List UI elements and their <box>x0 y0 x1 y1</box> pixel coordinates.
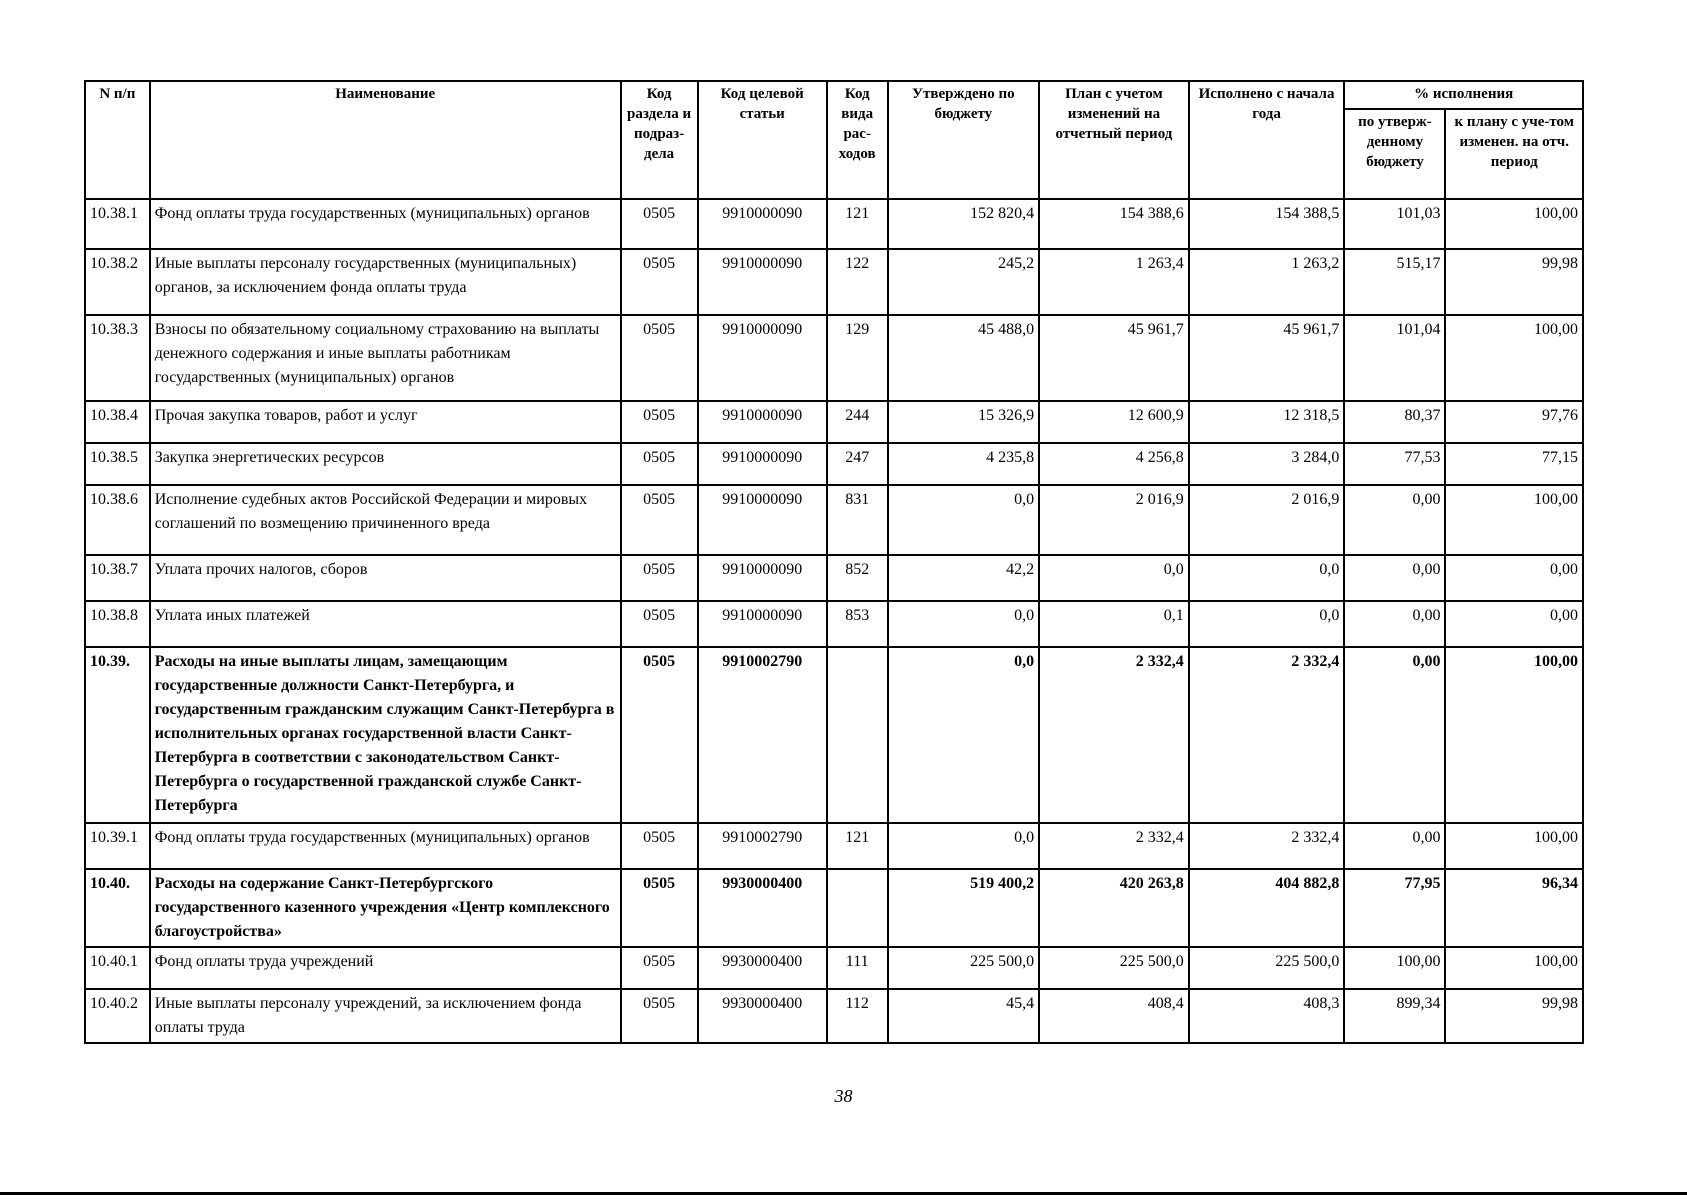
cell-name: Уплата прочих налогов, сборов <box>150 555 621 601</box>
cell-plan: 225 500,0 <box>1039 947 1189 989</box>
cell-pct-plan: 100,00 <box>1445 485 1583 555</box>
cell-num: 10.38.5 <box>85 443 150 485</box>
cell-executed: 2 016,9 <box>1189 485 1345 555</box>
cell-target-code: 9910000090 <box>698 401 827 443</box>
cell-section-code: 0505 <box>621 989 698 1043</box>
cell-section-code: 0505 <box>621 443 698 485</box>
cell-pct-plan: 77,15 <box>1445 443 1583 485</box>
cell-target-code: 9910002790 <box>698 823 827 869</box>
cell-executed: 404 882,8 <box>1189 869 1345 947</box>
cell-approved: 225 500,0 <box>888 947 1040 989</box>
cell-pct-plan: 100,00 <box>1445 823 1583 869</box>
header-executed: Исполнено с начала года <box>1189 81 1345 199</box>
cell-plan: 1 263,4 <box>1039 249 1189 315</box>
cell-section-code: 0505 <box>621 647 698 823</box>
cell-plan: 0,1 <box>1039 601 1189 647</box>
cell-plan: 4 256,8 <box>1039 443 1189 485</box>
cell-executed: 0,0 <box>1189 601 1345 647</box>
cell-executed: 45 961,7 <box>1189 315 1345 401</box>
cell-name: Иные выплаты персоналу государственных (муниципальных) органов, за исключением фонда оплаты труда <box>150 249 621 315</box>
cell-target-code: 9910000090 <box>698 601 827 647</box>
cell-section-code: 0505 <box>621 823 698 869</box>
cell-section-code: 0505 <box>621 199 698 249</box>
table-row <box>85 647 1583 823</box>
cell-name: Взносы по обязательному социальному страхованию на выплаты денежного содержания и иные выплаты работникам государственных (муниципальных) органов <box>150 315 621 401</box>
cell-pct-approved: 101,03 <box>1344 199 1445 249</box>
cell-section-code: 0505 <box>621 555 698 601</box>
cell-pct-plan: 99,98 <box>1445 249 1583 315</box>
header-num: N п/п <box>85 81 150 199</box>
cell-pct-approved: 77,95 <box>1344 869 1445 947</box>
cell-num: 10.38.2 <box>85 249 150 315</box>
cell-type-code: 122 <box>827 249 888 315</box>
cell-approved: 42,2 <box>888 555 1040 601</box>
cell-section-code: 0505 <box>621 249 698 315</box>
cell-type-code <box>827 869 888 947</box>
header-pct-plan: к плану с уче-том изменен. на отч. период <box>1445 109 1583 199</box>
cell-executed: 2 332,4 <box>1189 647 1345 823</box>
cell-pct-approved: 100,00 <box>1344 947 1445 989</box>
cell-plan: 154 388,6 <box>1039 199 1189 249</box>
cell-pct-plan: 0,00 <box>1445 555 1583 601</box>
cell-approved: 45 488,0 <box>888 315 1040 401</box>
cell-type-code <box>827 647 888 823</box>
cell-section-code: 0505 <box>621 401 698 443</box>
header-pct-approved: по утверж-денному бюджету <box>1344 109 1445 199</box>
cell-num: 10.39. <box>85 647 150 823</box>
cell-num: 10.38.8 <box>85 601 150 647</box>
cell-pct-approved: 0,00 <box>1344 647 1445 823</box>
cell-section-code: 0505 <box>621 601 698 647</box>
cell-approved: 15 326,9 <box>888 401 1040 443</box>
cell-type-code: 111 <box>827 947 888 989</box>
cell-plan: 45 961,7 <box>1039 315 1189 401</box>
cell-num: 10.40.2 <box>85 989 150 1043</box>
cell-name: Уплата иных платежей <box>150 601 621 647</box>
cell-section-code: 0505 <box>621 947 698 989</box>
cell-pct-approved: 899,34 <box>1344 989 1445 1043</box>
cell-pct-approved: 515,17 <box>1344 249 1445 315</box>
cell-approved: 4 235,8 <box>888 443 1040 485</box>
header-approved: Утверждено по бюджету <box>888 81 1040 199</box>
cell-plan: 0,0 <box>1039 555 1189 601</box>
cell-approved: 0,0 <box>888 823 1040 869</box>
cell-target-code: 9910000090 <box>698 199 827 249</box>
cell-approved: 0,0 <box>888 647 1040 823</box>
table-row <box>85 869 1583 947</box>
cell-target-code: 9910000090 <box>698 485 827 555</box>
cell-num: 10.38.1 <box>85 199 150 249</box>
cell-num: 10.38.4 <box>85 401 150 443</box>
cell-executed: 225 500,0 <box>1189 947 1345 989</box>
page-edge-line <box>0 1192 1687 1195</box>
table-row <box>85 947 1583 989</box>
cell-approved: 152 820,4 <box>888 199 1040 249</box>
cell-target-code: 9930000400 <box>698 947 827 989</box>
cell-executed: 408,3 <box>1189 989 1345 1043</box>
cell-target-code: 9910002790 <box>698 647 827 823</box>
cell-type-code: 831 <box>827 485 888 555</box>
cell-target-code: 9910000090 <box>698 555 827 601</box>
cell-name: Фонд оплаты труда государственных (муниципальных) органов <box>150 823 621 869</box>
cell-pct-approved: 0,00 <box>1344 823 1445 869</box>
header-type-code: Код вида рас-ходов <box>827 81 888 199</box>
cell-plan: 2 332,4 <box>1039 647 1189 823</box>
cell-target-code: 9930000400 <box>698 989 827 1043</box>
cell-name: Иные выплаты персоналу учреждений, за исключением фонда оплаты труда <box>150 989 621 1043</box>
table-row <box>85 315 1583 401</box>
cell-approved: 0,0 <box>888 601 1040 647</box>
table-row <box>85 249 1583 315</box>
cell-pct-plan: 100,00 <box>1445 315 1583 401</box>
table-row <box>85 555 1583 601</box>
cell-name: Исполнение судебных актов Российской Федерации и мировых соглашений по возмещению причиненного вреда <box>150 485 621 555</box>
cell-executed: 3 284,0 <box>1189 443 1345 485</box>
cell-pct-plan: 100,00 <box>1445 647 1583 823</box>
cell-pct-approved: 101,04 <box>1344 315 1445 401</box>
header-plan: План с учетом изменений на отчетный период <box>1039 81 1189 199</box>
cell-name: Закупка энергетических ресурсов <box>150 443 621 485</box>
cell-type-code: 129 <box>827 315 888 401</box>
cell-executed: 2 332,4 <box>1189 823 1345 869</box>
header-target-code: Код целевой статьи <box>698 81 827 199</box>
cell-section-code: 0505 <box>621 315 698 401</box>
cell-pct-plan: 100,00 <box>1445 947 1583 989</box>
table-row <box>85 485 1583 555</box>
header-name: Наименование <box>150 81 621 199</box>
table-row <box>85 823 1583 869</box>
cell-approved: 519 400,2 <box>888 869 1040 947</box>
table-header <box>85 81 1583 199</box>
cell-name: Расходы на содержание Санкт-Петербургского государственного казенного учреждения «Центр комплексного благоустройства» <box>150 869 621 947</box>
cell-pct-plan: 100,00 <box>1445 199 1583 249</box>
cell-name: Фонд оплаты труда учреждений <box>150 947 621 989</box>
cell-target-code: 9930000400 <box>698 869 827 947</box>
cell-executed: 1 263,2 <box>1189 249 1345 315</box>
cell-executed: 154 388,5 <box>1189 199 1345 249</box>
cell-type-code: 853 <box>827 601 888 647</box>
header-percent-group: % исполнения <box>1344 81 1583 109</box>
cell-approved: 45,4 <box>888 989 1040 1043</box>
cell-plan: 408,4 <box>1039 989 1189 1043</box>
cell-num: 10.38.7 <box>85 555 150 601</box>
cell-pct-approved: 0,00 <box>1344 601 1445 647</box>
table-row <box>85 443 1583 485</box>
cell-plan: 2 332,4 <box>1039 823 1189 869</box>
cell-approved: 245,2 <box>888 249 1040 315</box>
cell-section-code: 0505 <box>621 485 698 555</box>
table-row <box>85 989 1583 1043</box>
cell-pct-plan: 96,34 <box>1445 869 1583 947</box>
cell-num: 10.40. <box>85 869 150 947</box>
cell-num: 10.38.6 <box>85 485 150 555</box>
page-number: 38 <box>834 1086 853 1106</box>
cell-name: Прочая закупка товаров, работ и услуг <box>150 401 621 443</box>
cell-type-code: 121 <box>827 199 888 249</box>
cell-executed: 12 318,5 <box>1189 401 1345 443</box>
table-row <box>85 401 1583 443</box>
cell-target-code: 9910000090 <box>698 315 827 401</box>
table-row <box>85 199 1583 249</box>
cell-pct-plan: 97,76 <box>1445 401 1583 443</box>
cell-section-code: 0505 <box>621 869 698 947</box>
header-section-code: Код раздела и подраз-дела <box>621 81 698 199</box>
cell-pct-approved: 77,53 <box>1344 443 1445 485</box>
cell-executed: 0,0 <box>1189 555 1345 601</box>
cell-type-code: 247 <box>827 443 888 485</box>
cell-pct-approved: 0,00 <box>1344 485 1445 555</box>
cell-approved: 0,0 <box>888 485 1040 555</box>
cell-pct-plan: 0,00 <box>1445 601 1583 647</box>
cell-num: 10.40.1 <box>85 947 150 989</box>
cell-type-code: 852 <box>827 555 888 601</box>
cell-pct-approved: 0,00 <box>1344 555 1445 601</box>
cell-name: Фонд оплаты труда государственных (муниципальных) органов <box>150 199 621 249</box>
cell-type-code: 112 <box>827 989 888 1043</box>
cell-num: 10.38.3 <box>85 315 150 401</box>
cell-pct-plan: 99,98 <box>1445 989 1583 1043</box>
cell-target-code: 9910000090 <box>698 443 827 485</box>
cell-pct-approved: 80,37 <box>1344 401 1445 443</box>
cell-target-code: 9910000090 <box>698 249 827 315</box>
table-row <box>85 601 1583 647</box>
cell-plan: 2 016,9 <box>1039 485 1189 555</box>
cell-num: 10.39.1 <box>85 823 150 869</box>
budget-execution-table <box>84 80 1584 1044</box>
cell-name: Расходы на иные выплаты лицам, замещающим государственные должности Санкт-Петербурга, и государственным гражданским служащим Санкт-Петербурга в исполнительных органах государственной власти Санкт-Петербурга в соответствии с законодательством Санкт-Петербурга о государственной гражданской службе Санкт-Петербурга <box>150 647 621 823</box>
table-body <box>85 199 1583 1043</box>
cell-type-code: 121 <box>827 823 888 869</box>
cell-type-code: 244 <box>827 401 888 443</box>
cell-plan: 12 600,9 <box>1039 401 1189 443</box>
cell-plan: 420 263,8 <box>1039 869 1189 947</box>
